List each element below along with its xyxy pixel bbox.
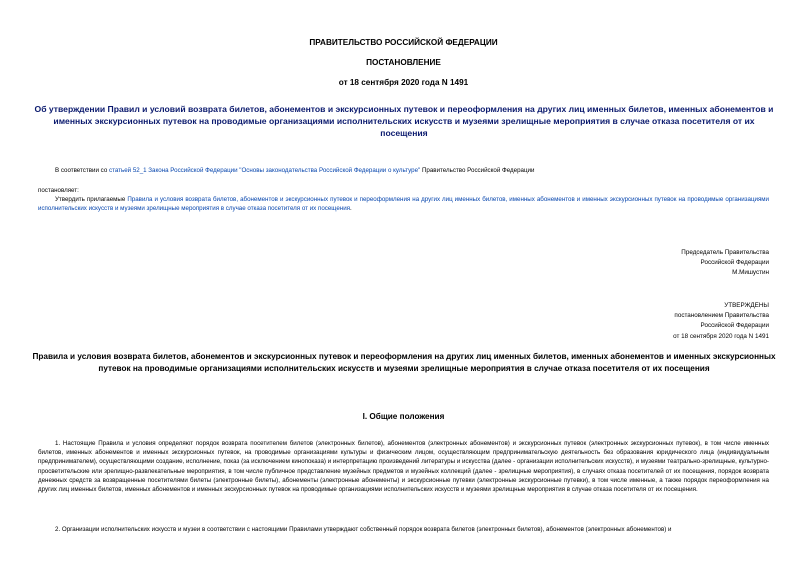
paragraph-2: 2. Организации исполнительских искусств и музеи в соответствии с настоящими Правилами утверждают собственный порядок возврата билетов (электронных билетов), абонементов (электронных абонементов) и [55, 526, 672, 533]
signature-name: М.Мишустин [732, 269, 769, 277]
signature-block [681, 248, 769, 279]
paragraph-1: 1. Настоящие Правила и условия определяют порядок возврата посетителем билетов (электронных билетов), абонементов (электронных абонементов) и экскурсионных путевок (электронных экскурсионных путевок), в том числе именных билетов, именных абонементов и именных экскурсионных путевок, на проводимые организациями культуры и физическим лицом, осуществляющим предпринимательскую деятельность без образования юридического лица (индивидуальным предпринимателем), осуществляющими создание, исполнение, показ (за исключением кинопоказа) и интерпретацию произведений литературы и искусства (далее - организации исполнительских искусств), и музеями театрально-зрелищные, культурно-просветительские или зрелищно-развлекательные мероприятия, в том числе публичное представление музейных предметов и музейных коллекций (далее - зрелищные мероприятия), в случаях отказа посетителей от их посещения, порядок возврата денежных средств за возвращенные посетителями билеты (электронные билеты), абонементы (электронные абонементы) и экскурсионные путевки (электронные экскурсионные путевки), в том числе именные, а также порядок переоформления на других лиц именных билетов, именных абонементов и именных экскурсионных путевок на проводимые организациями исполнительских искусств и музеями зрелищные мероприятия в случае отказа посетителя от их посещения. [38, 440, 769, 494]
approve-paragraph [38, 195, 769, 213]
law-article-link[interactable]: статьей 52_1 Закона Российской Федерации "Основы законодательства Российской Федерации о культуре" [108, 167, 421, 174]
title-prefix: Об утверждении [34, 104, 108, 114]
approve-prefix: Утвердить прилагаемые [55, 196, 128, 203]
approved-label: УТВЕРЖДЕНЫ [724, 302, 769, 309]
preamble-prefix: В соответствии со [55, 167, 109, 174]
government-heading: ПРАВИТЕЛЬСТВО РОССИЙСКОЙ ФЕДЕРАЦИИ [309, 38, 498, 47]
resolves-text: постановляет: [38, 187, 79, 194]
approved-by: постановлением Правительства [674, 312, 769, 320]
title-rules-link[interactable]: Правил и условий возврата билетов, абонементов и экскурсионных путевок и переоформления на других лиц именных билетов, именных абонементов и именных экскурсионных путевок на проводимые организациями исполнительских искусств и музеями зрелищные мероприятия в случае отказа посетителя от их посещения [53, 104, 774, 138]
document-type-heading: ПОСТАНОВЛЕНИЕ [366, 58, 441, 67]
signature-position: Председатель Правительства [681, 249, 769, 256]
approved-block [673, 301, 769, 342]
section-title: I. Общие положения [362, 412, 445, 421]
approved-country: Российской Федерации [700, 322, 769, 330]
document-title [34, 103, 774, 139]
approve-suffix: . [350, 205, 352, 213]
approved-date: от 18 сентября 2020 года N 1491 [673, 332, 769, 340]
approved-rules-link[interactable]: Правила и условия возврата билетов, абонементов и экскурсионных путевок и переоформления на других лиц именных билетов, именных абонементов и именных экскурсионных путевок на проводимые организациями исполнительских искусств и музеями зрелищные мероприятия в случае отказа посетителя от их посещения [38, 196, 769, 213]
signature-country: Российской Федерации [700, 259, 769, 267]
preamble-paragraph [55, 166, 775, 175]
rules-title: Правила и условия возврата билетов, абонементов и экскурсионных путевок и переоформления на других лиц именных билетов, именных абонементов и именных экскурсионных путевок на проводимые организациями исполнительских искусств и музеями зрелищные мероприятия в случае отказа посетителя от их посещения [32, 352, 776, 373]
preamble-suffix: Правительство Российской Федерации [420, 167, 535, 174]
document-date-number: от 18 сентября 2020 года N 1491 [338, 78, 469, 87]
